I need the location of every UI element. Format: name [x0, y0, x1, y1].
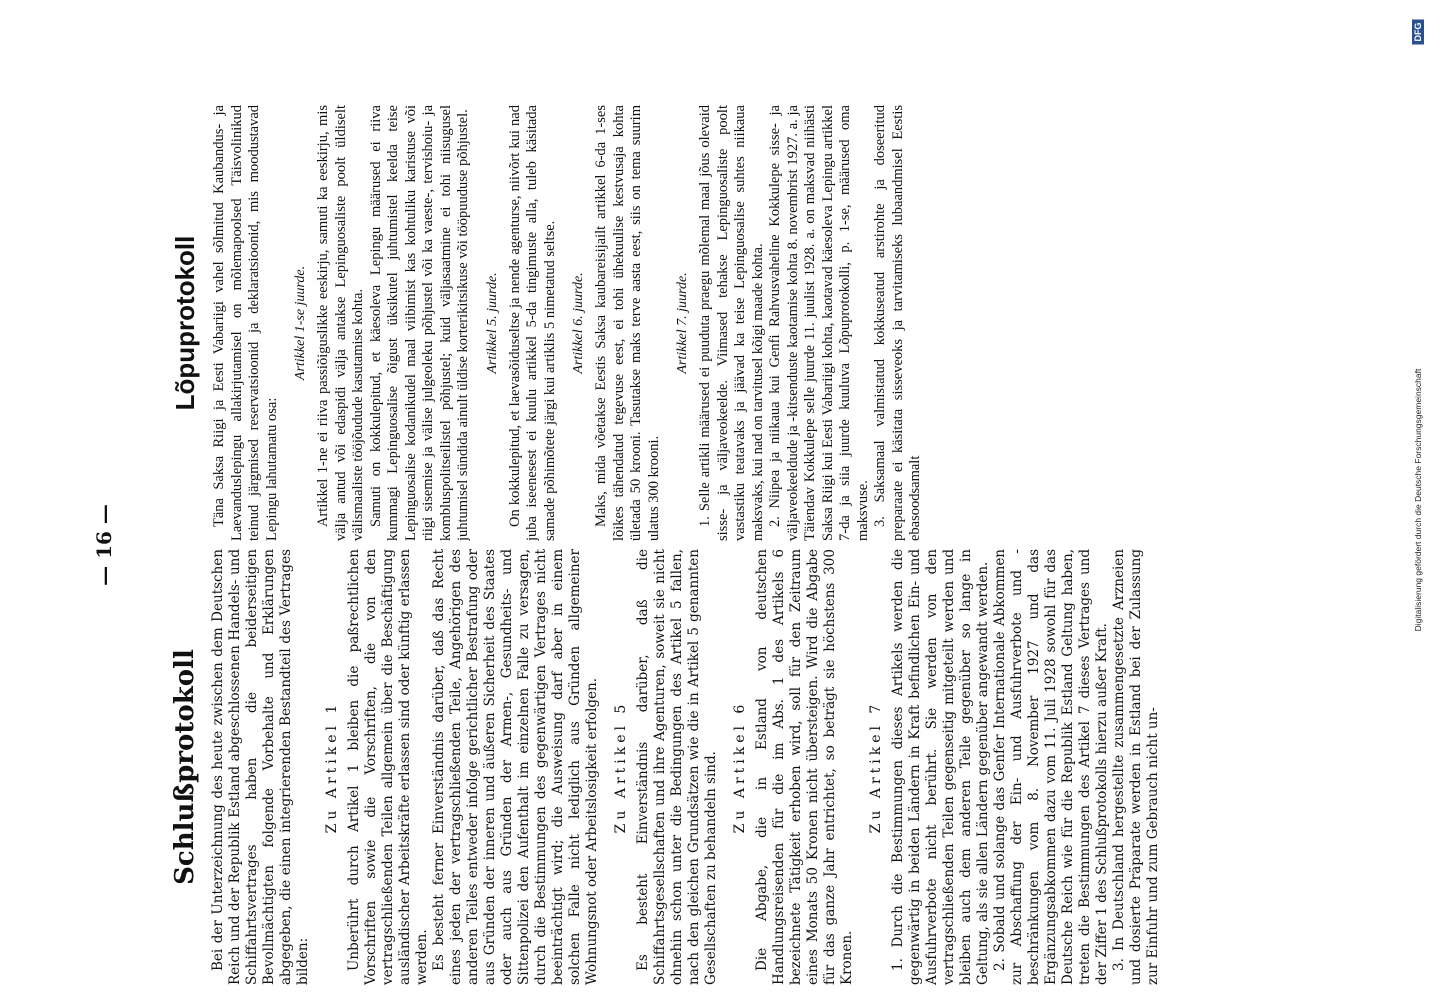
- digitization-credit-strip: [1404, 6, 1432, 994]
- estonian-article-6-heading: Artikkel 6. juurde.: [571, 272, 586, 374]
- german-article-7-heading: Zu Artikel 7: [868, 700, 884, 834]
- rotated-page: [92, 105, 1310, 985]
- page-number: — 16 —: [92, 504, 116, 586]
- estonian-article-1-heading: Artikkel 1-se juurde.: [293, 265, 308, 381]
- digitization-credit: Digitalisierung gefördert durch die Deutsche Forschungsgemeinschaft: [1413, 368, 1423, 632]
- german-article-6-paragraph: Die Abgabe, die in Estland von deutschen Handlungsreisenden für die im Abs. 1 des Artikels 6 bezeichnete Tätigkeit erhoben wird, soll für den Zeitraum eines Monats 50 Kronen nicht übersteigen. Wird die Abgabe für das ganze Jahr entrichtet, so beträgt sie höchstens 300 Kronen.: [754, 549, 855, 985]
- estonian-article-7-paragraph-3: 3. Saksamaal valmistatud kokkuseatud arstirohte ja doseeritud preparaate ei käsitata sisseveoks ja tarvitamiseks lubaandmisel Eestis ebasoodsamalt: [872, 105, 923, 541]
- german-article-5-paragraph: Es besteht Einverständnis darüber, daß die Schiffahrtsgesellschaften und ihre Agenturen, soweit sie nicht ohnehin schon unter die Bedingungen des Artikel 5 fallen, nach den gleichen Grundsätzen wie die in Artikel 5 genannten Gesellschaften zu behandeln sind.: [635, 549, 719, 985]
- estonian-article-5-heading: Artikkel 5. juurde.: [484, 272, 500, 374]
- estonian-article-7-paragraph-1: 1. Selle artikli määrused ei puuduta praegu mõlemal maal jõus olevaid sisse- ja väljaveokeelde. Viimased tehakse Lepinguosaliste poolt vastastiku teatavaks ja jäävad ka teise Lepinguosalise suhtes niikaua maksvaks, kui nad on tarvitusel kõigi maade kohta.: [697, 105, 766, 541]
- estonian-article-5-paragraph: On kokkulepitud, et laevasõiduseltse ja nende agenturse, niivõrt kui nad juba iseenesest ei kuulu artikkel 5-da tingimuste alla, tuleb käsitada samade põhimõtete järgi kui artiklis 5 nimetatud seltse.: [506, 105, 558, 541]
- estonian-intro: Täna Saksa Riigi ja Eesti Vabariigi vahel sõlmitud Kaubandus- ja Laevanduslepingu allakirjutamisel on mõlemapoolsed Täisvolinikud teinud järgmised reservatsioonid ja deklaratsioonid, mis moodustavad Lepingu lahutamatu osa:: [211, 105, 280, 541]
- estonian-article-1-paragraph-1: Artikkel 1-ne ei riiva passiõiguslikke eeskirju, samuti ka eeskirju, mis välja antud või edaspidi välja antakse Lepinguosaliste poolt üldiselt välismaaliste tööjõudude kasutamise kohta.: [315, 105, 366, 541]
- dfg-logo: DFG: [1412, 20, 1424, 45]
- german-article-7-paragraph-1: 1. Durch die Bestimmungen dieses Artikels werden die gegenwärtig in beiden Ländern in Kraft befindlichen Ein- und Ausfuhrverbote nicht berührt. Sie werden von den vertragschließenden Teilen gegenseitig mitgeteilt werden und bleiben auch dem anderen Teile gegenüber so lange in Geltung, als sie allen Ländern gegenüber angewandt werden.: [890, 549, 991, 985]
- german-article-1-paragraph-2: Es besteht ferner Einverständnis darüber, daß das Recht eines jeden der vertragschließenden Teile, Angehörigen des anderen Teiles entweder infolge gerichtlicher Bestrafung oder aus Gründen der inneren und äußeren Sicherheit des Staates oder auch aus Gründen der Armen-, Gesundheits- und Sittenpolizei den Aufenthalt im einzelnen Falle zu versagen, durch die Bestimmungen des gegenwärtigen Vertrages nicht beeinträchtigt wird; die Ausweisung darf aber in einem solchen Falle nicht lediglich aus Gründen allgemeiner Wohnungsnot oder Arbeitslosigkeit erfolgen.: [431, 549, 600, 985]
- estonian-article-7-heading: Artikkel 7. juurde.: [675, 272, 690, 374]
- german-article-1-heading: Zu Artikel 1: [324, 700, 340, 834]
- estonian-article-1-paragraph-2: Samuti on kokkulepitud, et käesoleva Lepingu määrused ei riiva kummagi Lepinguosalise õigust üksikutel juhtumistel keelda teise Lepinguosalise kodanikudel maal viibimist kas kohtuliku karistuse või riigi sisemise ja välise julgeoleku põhjustel või ka vaeste-, tervishoiu- ja kombluspolitseilistel põhjustel; kuid väljasaatmine ei tohi niisugusel juhtumisel sündida ainult üldise korterikitsikuse või tööpuuduse põhjustel.: [367, 105, 471, 541]
- estonian-article-6-paragraph: Maks, mida võetakse Eestis Saksa kaubareisijailt artikkel 6-da 1-ses lõikes tähendatud tegevuse eest, ei tohi ühekuulise kestvusaja kohta ületada 50 krooni. Tasutakse maks terve aasta eest, siis on tema suurim ulatus 300 krooni.: [593, 105, 662, 541]
- estonian-title: Lõpuprotokoll: [170, 235, 200, 411]
- german-article-6-heading: Zu Artikel 6: [732, 700, 748, 834]
- german-column: [170, 549, 1290, 985]
- german-intro: Bei der Unterzeichnung des heute zwischen dem Deutschen Reich und der Republik Estland abgeschlossenen Handels- und Schiffahrtsvertrages haben die beiderseitigen Bevollmächtigten folgende Vorbehalte und Erklärungen abgegeben, die einen integrierenden Bestandteil des Vertrages bilden:: [210, 549, 311, 985]
- german-article-7-paragraph-3: 3. In Deutschland hergestellte zusammengesetzte Arzneien und dosierte Präparate werden in Estland bei der Zulassung zur Einfuhr und zum Gebrauch nicht un-: [1111, 549, 1161, 985]
- german-title: Schlußprotokoll: [170, 649, 200, 885]
- estonian-column: [170, 105, 1290, 541]
- german-article-7-paragraph-2: 2. Sobald und solange das Genfer Internationale Abkommen zur Abschaffung der Ein- und Ausfuhrverbote und -beschränkungen vom 8. November 1927 und das Ergänzungsabkommen dazu vom 11. Juli 1928 sowohl für das Deutsche Reich wie für die Republik Estland Geltung haben, treten die Bestimmungen des Artikel 7 dieses Vertrages und der Ziffer 1 des Schlußprotokolls hierzu außer Kraft.: [992, 549, 1110, 985]
- estonian-article-7-paragraph-2: 2. Niipea ja niikaua kui Genfi Rahvusvaheline Kokkulepe sisse- ja väljaveokeeldude ja -kitsenduste kaotamise kohta 8. novembrist 1927. a. ja Täiendav Kokkulepe selle juurde 11. juulist 1928. a. on maksvad niihästi Saksa Riigi kui Eesti Vabariigi kohta, kaotavad käesoleva Lepingu artikkel 7-da ja siia juurde kuuluva Lõpuprotokolli, p. 1-se, määrused oma maksvuse.: [767, 105, 871, 541]
- german-article-5-heading: Zu Artikel 5: [613, 700, 629, 834]
- german-article-1-paragraph-1: Unberührt durch Artikel 1 bleiben die paßrechtlichen Vorschriften sowie die Vorschriften, die von den vertragschließenden Teilen allgemein über die Beschäftigung ausländischer Arbeitskräfte erlassen sind oder künftig erlassen werden.: [346, 549, 430, 985]
